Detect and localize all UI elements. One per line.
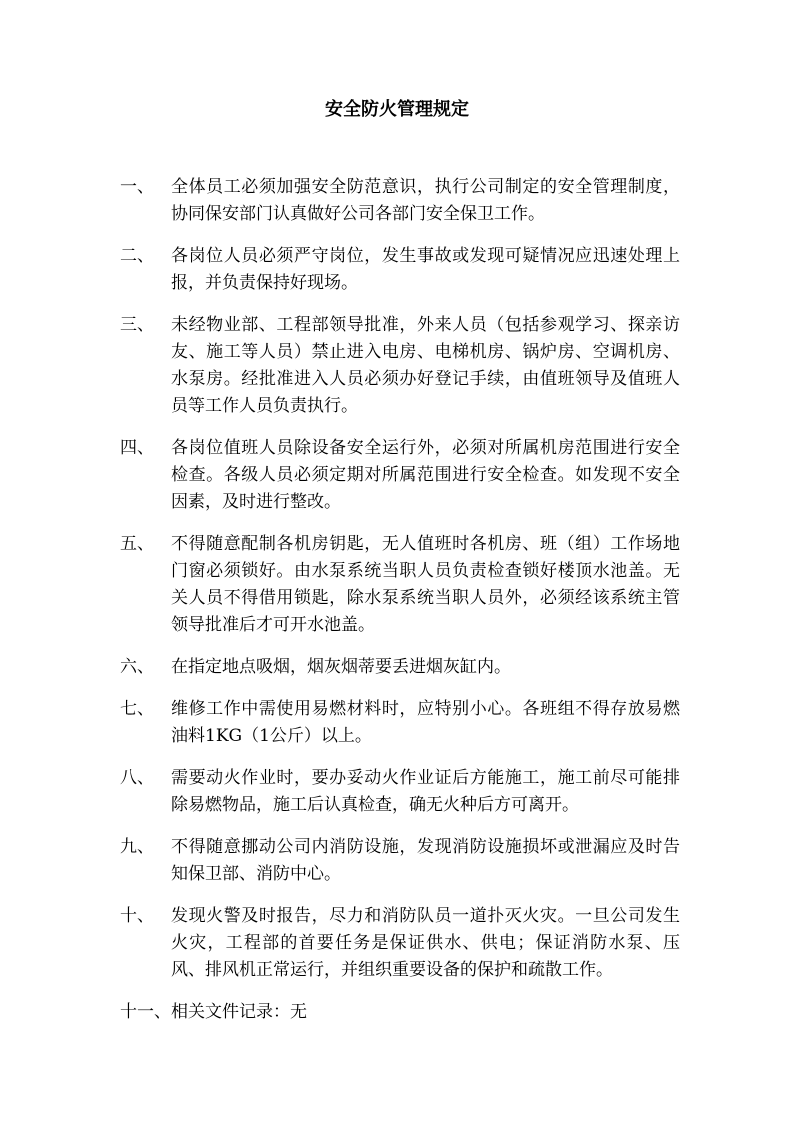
rule-text: 相关文件记录：无 — [171, 1002, 307, 1022]
rule-item-2 — [120, 243, 680, 297]
rule-number: 八、 — [120, 768, 154, 788]
rule-number: 一、 — [120, 177, 154, 197]
rule-text: 不得随意配制各机房钥匙，无人值班时各机房、班（组）工作场地门窗必须锁好。由水泵系统当职人员负责检查锁好楼顶水池盖。无关人员不得借用锁匙，除水泵系统当职人员外，必须经该系统主管领导批准后才可开水池盖。 — [171, 534, 680, 635]
rule-text: 未经物业部、工程部领导批准，外来人员（包括参观学习、探亲访友、施工等人员）禁止进入电房、电梯机房、锅炉房、空调机房、水泵房。经批准进入人员必须办好登记手续，由值班领导及值班人员等工作人员负责执行。 — [171, 315, 680, 416]
rule-list — [120, 174, 680, 1041]
rule-item-11 — [120, 999, 680, 1026]
rule-item-7 — [120, 696, 680, 750]
rule-number: 十一、 — [120, 1002, 171, 1022]
rule-text: 各岗位值班人员除设备安全运行外，必须对所属机房范围进行安全检查。各级人员必须定期对所属范围进行安全检查。如发现不安全因素，及时进行整改。 — [171, 438, 680, 512]
rule-number: 二、 — [120, 246, 154, 266]
rule-text: 不得随意挪动公司内消防设施，发现消防设施损坏或泄漏应及时告知保卫部、消防中心。 — [171, 837, 680, 884]
document-title: 安全防火管理规定 — [325, 99, 469, 120]
rule-number: 十、 — [120, 906, 154, 926]
rule-text: 全体员工必须加强安全防范意识，执行公司制定的安全管理制度，协同保安部门认真做好公司各部门安全保卫工作。 — [171, 177, 680, 224]
rule-number: 四、 — [120, 438, 154, 458]
rule-item-6 — [120, 654, 680, 681]
rule-number: 三、 — [120, 315, 154, 335]
rule-text: 发现火警及时报告，尽力和消防队员一道扑灭火灾。一旦公司发生火灾，工程部的首要任务是保证供水、供电；保证消防水泵、压风、排风机正常运行，并组织重要设备的保护和疏散工作。 — [171, 906, 680, 980]
rule-text: 各岗位人员必须严守岗位，发生事故或发现可疑情况应迅速处理上报，并负责保持好现场。 — [171, 246, 680, 293]
rule-item-4 — [120, 435, 680, 516]
rule-item-10 — [120, 903, 680, 984]
rule-number: 九、 — [120, 837, 154, 857]
rule-item-3 — [120, 312, 680, 420]
rule-text: 需要动火作业时，要办妥动火作业证后方能施工，施工前尽可能排除易燃物品，施工后认真检查，确无火种后方可离开。 — [171, 768, 680, 815]
rule-number: 五、 — [120, 534, 154, 554]
rule-item-9 — [120, 834, 680, 888]
rule-text: 维修工作中需使用易燃材料时，应特别小心。各班组不得存放易燃油料1KG（1公斤）以上。 — [171, 699, 680, 746]
rule-item-8 — [120, 765, 680, 819]
rule-number: 七、 — [120, 699, 154, 719]
rule-text: 在指定地点吸烟，烟灰烟蒂要丢进烟灰缸内。 — [171, 657, 511, 677]
rule-item-1 — [120, 174, 680, 228]
rule-number: 六、 — [120, 657, 154, 677]
rule-item-5 — [120, 531, 680, 639]
